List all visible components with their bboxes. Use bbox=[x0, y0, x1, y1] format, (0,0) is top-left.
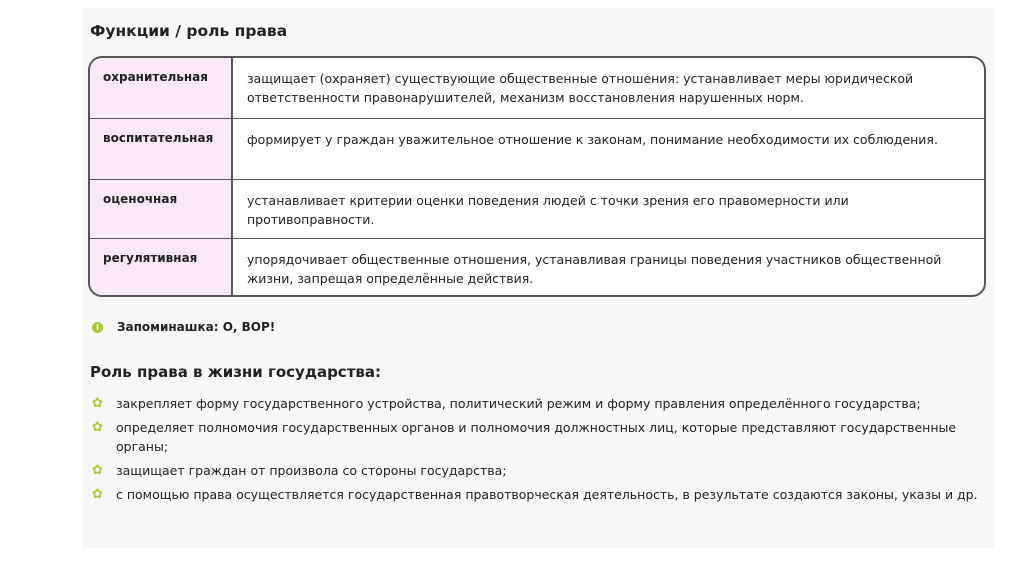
function-term: оценочная bbox=[90, 180, 233, 239]
function-description: защищает (охраняет) существующие общественные отношения: устанавливает меры юридической ответственности правонарушителей, механизм восстановления нарушенных норм. bbox=[247, 71, 914, 105]
table-row bbox=[90, 238, 984, 297]
function-description: формирует у граждан уважительное отношение к законам, понимание необходимости их соблюдения. bbox=[247, 132, 938, 147]
list-item-text: с помощью права осуществляется государственная правотворческая деятельность, в результате создаются законы, указы и др. bbox=[116, 487, 978, 502]
table-row bbox=[90, 118, 984, 180]
list-item bbox=[92, 394, 982, 413]
table-row bbox=[90, 179, 984, 239]
functions-table bbox=[88, 56, 986, 297]
table-row bbox=[90, 58, 984, 118]
function-description: устанавливает критерии оценки поведения людей с точки зрения его правомерности или противоправности. bbox=[247, 193, 849, 227]
slide bbox=[82, 8, 994, 548]
function-term: охранительная bbox=[90, 58, 233, 118]
flower-icon: ✿ bbox=[92, 487, 103, 502]
list-item-text: закрепляет форму государственного устройства, политический режим и форму правления определённого государства; bbox=[116, 396, 921, 411]
mnemonic-tip bbox=[92, 320, 275, 334]
list-item bbox=[92, 485, 982, 504]
function-description: упорядочивает общественные отношения, устанавливая границы поведения участников общественной жизни, запрещая определённые действия. bbox=[247, 252, 942, 286]
list-item-text: защищает граждан от произвола со стороны государства; bbox=[116, 463, 507, 478]
flower-icon: ✿ bbox=[92, 420, 103, 435]
flower-icon: ✿ bbox=[92, 396, 103, 411]
list-item bbox=[92, 461, 982, 480]
info-icon: i bbox=[92, 322, 103, 333]
tip-text: Запоминашка: О, ВОР! bbox=[117, 320, 276, 334]
flower-icon: ✿ bbox=[92, 463, 103, 478]
roles-list bbox=[92, 394, 982, 509]
list-item bbox=[92, 418, 982, 456]
page-title: Функции / роль права bbox=[90, 22, 288, 40]
function-term: воспитательная bbox=[90, 119, 233, 180]
section-title: Роль права в жизни государства: bbox=[90, 363, 381, 381]
function-term: регулятивная bbox=[90, 239, 233, 297]
list-item-text: определяет полномочия государственных органов и полномочия должностных лиц, которые представляют государственные органы; bbox=[116, 420, 957, 454]
